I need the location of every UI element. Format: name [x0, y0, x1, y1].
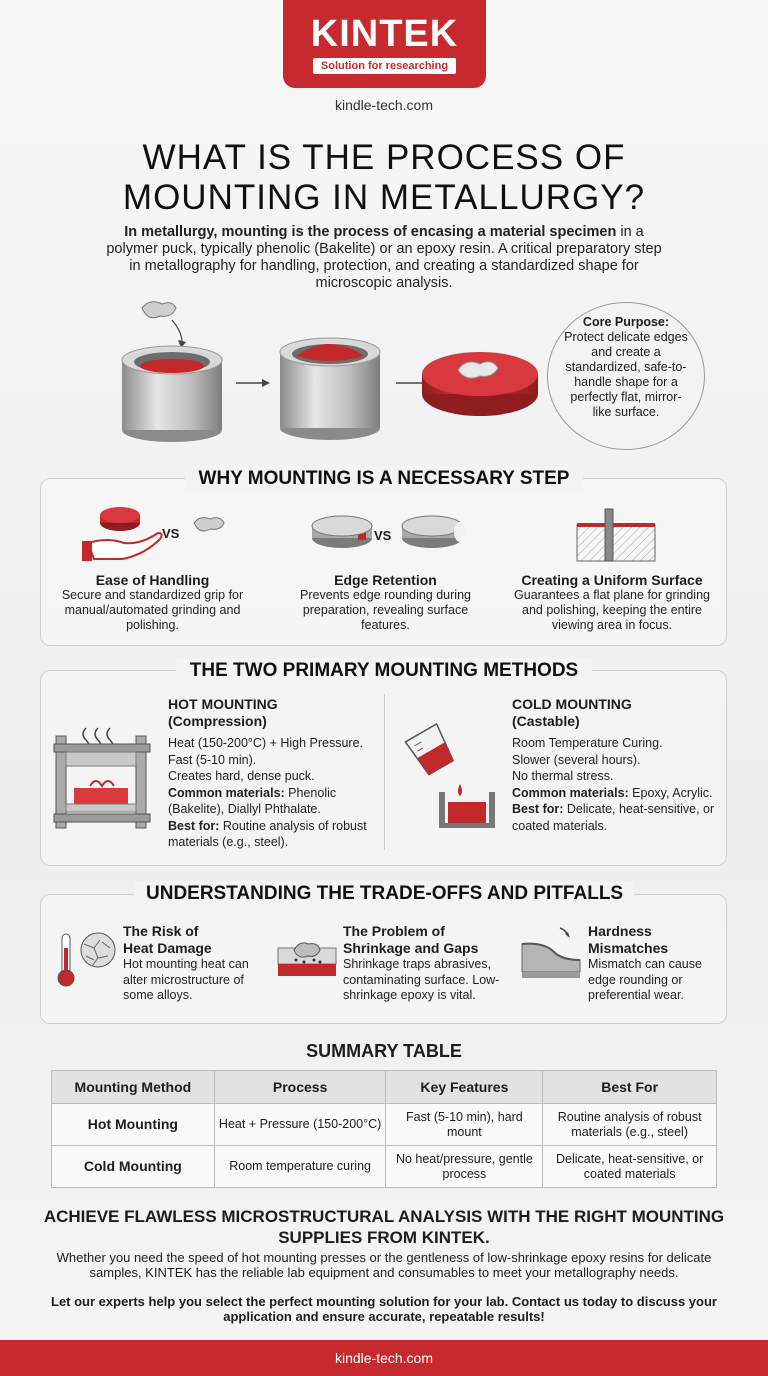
uniform-surface-icon: [575, 507, 657, 563]
cold-materials-value: Epoxy, Acrylic.: [628, 785, 713, 800]
table-row: [52, 1104, 717, 1146]
filled-mould-icon: [280, 338, 380, 440]
logo-tagline: Solution for researching: [313, 58, 456, 74]
hardness-mismatch-icon: [520, 922, 582, 982]
cold-best-for: [512, 801, 722, 834]
tradeoff-text: Shrinkage traps abrasives, contaminating surface. Low-shrinkage epoxy is vital.: [343, 957, 500, 1002]
title-line-2: MOUNTING IN METALLURGY?: [122, 178, 646, 217]
tradeoff-title: The Risk of: [123, 923, 199, 939]
summary-table-title: SUMMARY TABLE: [306, 1041, 462, 1061]
cold-title: COLD MOUNTING: [512, 696, 632, 712]
mounting-process-illustration: [110, 290, 560, 450]
table-cell: Cold Mounting: [52, 1146, 215, 1188]
methods-divider: [384, 694, 385, 850]
table-row: [52, 1146, 717, 1188]
tradeoff-text: Hot mounting heat can alter microstructure of some alloys.: [123, 957, 249, 1002]
why-heading: WHY MOUNTING IS A NECESSARY STEP: [185, 466, 583, 492]
site-url-top[interactable]: kindle-tech.com: [334, 97, 434, 113]
drop-arrow-icon: [172, 320, 182, 342]
tradeoffs-heading: UNDERSTANDING THE TRADE-OFFS AND PITFALLS: [134, 881, 634, 907]
hot-title: HOT MOUNTING: [168, 696, 278, 712]
cold-mounting-block: [512, 696, 722, 834]
table-header-cell: Process: [214, 1071, 386, 1104]
hot-line-1: Heat (150-200°C) + High Pressure.: [168, 736, 364, 750]
vs-label-2: VS: [374, 528, 392, 543]
core-purpose-callout: [547, 302, 705, 450]
table-cell: Fast (5-10 min), hard mount: [386, 1104, 543, 1146]
hot-best-for: [168, 818, 378, 851]
cold-line-2: Slower (several hours).: [512, 752, 641, 767]
cta-text: Whether you need the speed of hot mounting presses or the gentleness of low-shrinkage epoxy resins for delicate samples, KINTEK has the reliable lab equipment and consumables to meet your metallography needs.: [56, 1250, 712, 1280]
why-item-title: Edge Retention: [334, 572, 437, 588]
intro-paragraph: [100, 224, 668, 292]
hot-mounting-press-icon: [52, 722, 152, 832]
why-item-text: Secure and standardized grip for manual/automated grinding and polishing.: [61, 588, 244, 632]
table-cell: Heat + Pressure (150-200°C): [214, 1104, 386, 1146]
cta-heading: ACHIEVE FLAWLESS MICROSTRUCTURAL ANALYSIS WITH THE RIGHT MOUNTING SUPPLIES FROM KINTEK.: [43, 1207, 725, 1247]
cold-best-label: Best for:: [512, 802, 564, 816]
why-item-text: Guarantees a flat plane for grinding and polishing, keeping the entire viewing area in focus.: [514, 588, 710, 632]
tradeoff-heat-damage: [123, 923, 273, 1004]
why-item-title: Ease of Handling: [95, 572, 210, 588]
page-title: [0, 138, 768, 218]
tradeoff-title: Mismatches: [588, 940, 669, 956]
intro-text: in a polymer puck, typically phenolic (Bakelite) or an epoxy resin. A critical preparatory step in metallography for handling, protection, and creating a standardized shape for microscopic analysis.: [106, 224, 662, 291]
tradeoff-title: Hardness: [588, 923, 652, 939]
title-line-1: WHAT IS THE PROCESS OF: [142, 138, 626, 177]
hot-materials-label: Common materials:: [168, 785, 285, 800]
hot-materials: [168, 785, 378, 818]
table-cell: No heat/pressure, gentle process: [386, 1146, 543, 1188]
table-header-cell: Key Features: [386, 1071, 543, 1104]
table-header-cell: Best For: [543, 1071, 717, 1104]
table-cell: Delicate, heat-sensitive, or coated materials: [543, 1146, 717, 1188]
tradeoff-title: The Problem of: [343, 923, 445, 939]
hot-best-value: Routine analysis of robust materials (e.g., steel).: [168, 818, 367, 849]
summary-table: [51, 1070, 717, 1188]
table-header-cell: Mounting Method: [52, 1071, 215, 1104]
hot-materials-value: Phenolic (Bakelite), Diallyl Phthalate.: [168, 785, 337, 816]
finished-puck-icon: [422, 352, 538, 416]
cold-materials-label: Common materials:: [512, 785, 629, 800]
thermometer-microstructure-icon: [52, 930, 118, 990]
tradeoff-title: Heat Damage: [123, 940, 212, 956]
why-item-title: Creating a Uniform Surface: [521, 572, 703, 588]
cold-materials: [512, 785, 722, 802]
hot-line-3: Creates hard, dense puck.: [168, 769, 315, 783]
methods-heading: THE TWO PRIMARY MOUNTING METHODS: [176, 658, 592, 684]
specimen-icon: [142, 302, 176, 318]
cold-mounting-pour-icon: [402, 722, 502, 828]
tradeoff-hardness: [588, 923, 718, 1004]
tradeoff-text: Mismatch can cause edge rounding or preferential wear.: [588, 957, 702, 1002]
tradeoff-shrinkage: [343, 923, 515, 1004]
hot-subtitle: (Compression): [168, 713, 267, 729]
core-purpose-title: Core Purpose:: [582, 315, 670, 329]
hot-mounting-block: [168, 696, 378, 851]
site-url-footer[interactable]: kindle-tech.com: [334, 1350, 434, 1366]
kintek-logo: [283, 0, 486, 88]
why-item-text: Prevents edge rounding during preparation, revealing surface features.: [300, 588, 471, 632]
table-cell: Room temperature curing: [214, 1146, 386, 1188]
why-item-uniform: [507, 572, 717, 633]
cold-line-1: Room Temperature Curing.: [512, 736, 663, 750]
footer-bar: [0, 1340, 768, 1376]
table-cell: Hot Mounting: [52, 1104, 215, 1146]
hot-best-label: Best for:: [168, 818, 220, 833]
table-header-row: [52, 1071, 717, 1104]
cta-bold-text: Let our experts help you select the perfect mounting solution for your lab. Contact us today to discuss your application and ensure accurate, repeatable results!: [51, 1294, 717, 1324]
why-item-handling: [60, 572, 245, 633]
arrow-right-icon: [236, 379, 270, 387]
core-purpose-text: Protect delicate edges and create a standardized, safe-to-handle shape for a perfectly flat, mirror-like surface.: [564, 330, 688, 419]
logo-wordmark: KINTEK: [310, 13, 459, 55]
shrinkage-gap-icon: [276, 938, 338, 980]
cold-best-value: Delicate, heat-sensitive, or coated materials.: [512, 802, 715, 833]
empty-mould-icon: [122, 346, 222, 442]
cold-line-3: No thermal stress.: [512, 769, 614, 783]
vs-label-1: VS: [162, 526, 180, 541]
intro-bold: In metallurgy, mounting is the process of encasing a material specimen: [124, 224, 617, 240]
why-item-edge: [293, 572, 478, 633]
ease-of-handling-icon: [80, 503, 240, 563]
tradeoff-title: Shrinkage and Gaps: [343, 940, 479, 956]
cold-subtitle: (Castable): [512, 713, 580, 729]
table-cell: Routine analysis of robust materials (e.g., steel): [543, 1104, 717, 1146]
hot-line-2: Fast (5-10 min).: [168, 752, 257, 767]
